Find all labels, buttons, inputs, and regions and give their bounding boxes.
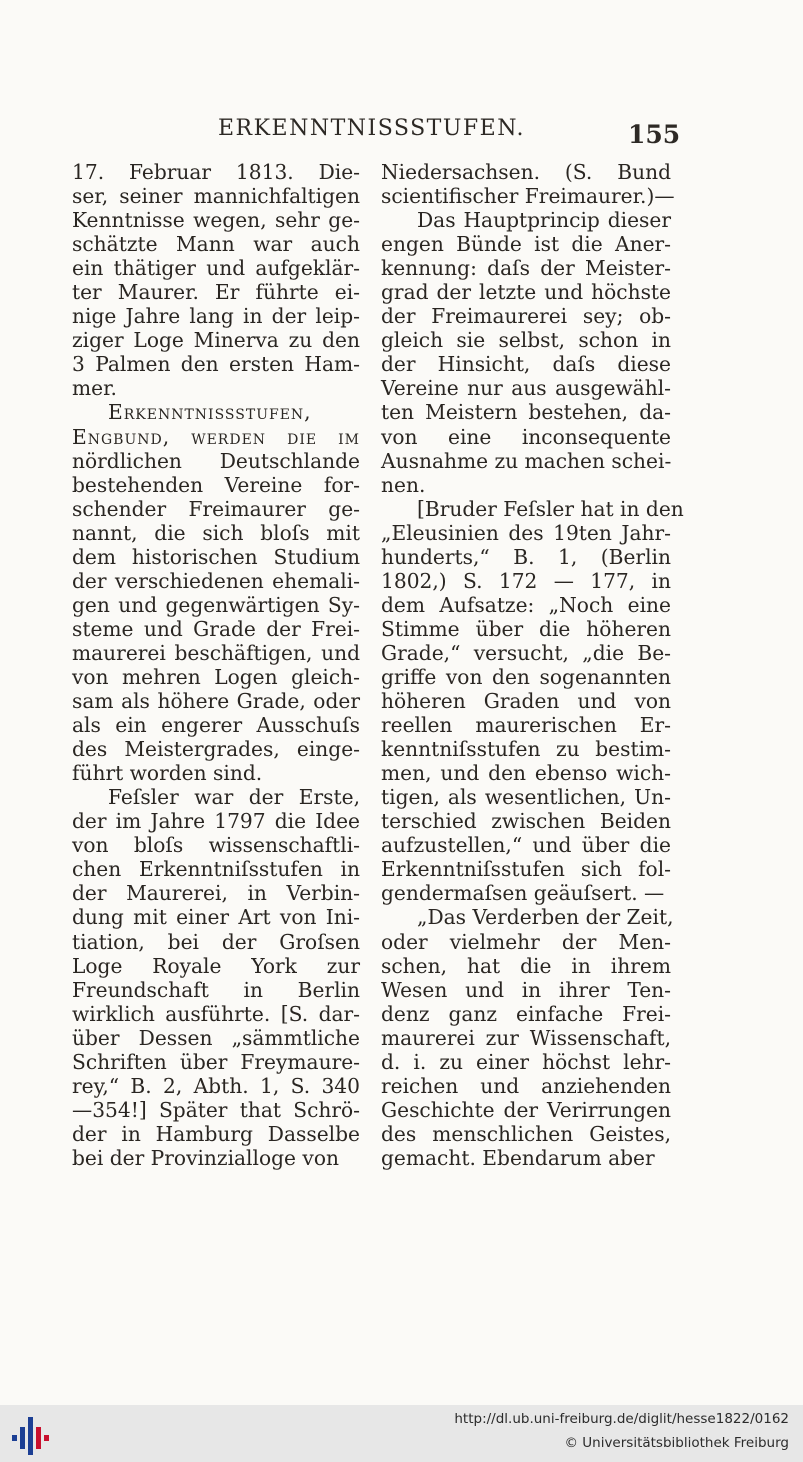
text-line: „Das Verderben der Zeit,: [417, 905, 674, 930]
text-line: mer.: [72, 376, 117, 401]
text-line: bestehenden Vereine for-: [72, 472, 360, 497]
text-line: gendermaſsen geäuſsert. —: [381, 881, 665, 906]
text-line: der im Jahre 1797 die Idee: [72, 809, 360, 834]
text-line: als ein engerer Ausschuſs: [72, 713, 360, 738]
text-line: maurerei beschäftigen, und: [72, 640, 360, 665]
text-line: Loge Royale York zur: [72, 953, 360, 978]
text-line: der in Hamburg Dasselbe: [72, 1121, 360, 1146]
text-line: Erkenntniſsstufen sich fol-: [381, 857, 671, 882]
text-line: terschied zwischen Beiden: [381, 809, 671, 834]
text-line: tigen, als wesentlichen, Un-: [381, 785, 671, 810]
left-text-column: [72, 160, 360, 1170]
text-line: maurerei zur Wissenschaft,: [381, 1025, 671, 1050]
text-line: kennung: daſs der Meister-: [381, 256, 671, 281]
text-line: engen Bünde ist die Aner-: [381, 232, 671, 257]
text-line: über Dessen „sämmtliche: [72, 1025, 360, 1050]
text-line: ein thätiger und aufgeklär-: [72, 256, 360, 281]
text-line: steme und Grade der Frei-: [72, 616, 360, 641]
text-line: ziger Loge Minerva zu den: [72, 328, 360, 353]
text-line: kenntniſsstufen zu bestim-: [381, 737, 671, 762]
page-number: 155: [628, 120, 681, 149]
text-line: Kenntnisse wegen, sehr ge-: [72, 208, 360, 233]
text-line: höheren Graden und von: [381, 689, 671, 714]
text-line: des menschlichen Geistes,: [381, 1121, 671, 1146]
text-line: reichen und anziehenden: [381, 1073, 671, 1098]
ub-freiburg-logo-icon[interactable]: [12, 1413, 52, 1455]
right-text-column: [381, 160, 684, 1170]
text-line: der Freimaurerei sey; ob-: [381, 304, 671, 329]
text-line: Ausnahme zu machen schei-: [381, 448, 672, 473]
text-line: Grade,“ versucht, „die Be-: [381, 640, 671, 665]
text-line: Niedersachsen. (S. Bund: [381, 160, 671, 184]
text-line: schätzte Mann war auch: [72, 232, 360, 257]
text-line: von bloſs wissenschaftli-: [72, 833, 360, 858]
text-line: gen und gegenwärtigen Sy-: [72, 592, 360, 617]
text-line: —354!] Später that Schrö-: [72, 1097, 360, 1122]
text-line: [Bruder Feſsler hat in den: [417, 496, 684, 521]
text-line: dung mit einer Art von Ini-: [72, 905, 360, 930]
text-line: von eine inconsequente: [381, 424, 671, 449]
text-line: 17. Februar 1813. Die-: [72, 160, 360, 184]
text-line: Vereine nur aus ausgewähl-: [381, 376, 671, 401]
text-line: bei der Provinzialloge von: [72, 1145, 339, 1170]
text-line: gemacht. Ebendarum aber: [381, 1145, 655, 1170]
text-line: gleich sie selbst, schon in: [381, 328, 671, 353]
text-line: oder vielmehr der Men-: [381, 929, 671, 954]
permalink-url[interactable]: http://dl.ub.uni-freiburg.de/diglit/hesse1822/0162: [454, 1411, 789, 1427]
text-line: sam als höhere Grade, oder: [72, 689, 360, 714]
text-line: der Maurerei, in Verbin-: [72, 881, 360, 906]
text-line: men, und den ebenso wich-: [381, 761, 671, 786]
text-line: 3 Palmen den ersten Ham-: [72, 352, 360, 377]
text-line: tiation, bei der Groſsen: [72, 929, 360, 954]
text-line: führt worden sind.: [72, 761, 263, 786]
text-line: schen, hat die in ihrem: [381, 953, 671, 978]
text-line: hunderts,“ B. 1, (Berlin: [381, 544, 671, 569]
text-line: Stimme über die höheren: [381, 616, 671, 641]
text-line: schender Freimaurer ge-: [72, 496, 360, 521]
text-line: nördlichen Deutschlande: [72, 448, 360, 473]
text-line: ter Maurer. Er führte ei-: [72, 280, 360, 305]
running-head-title: ERKENNTNISSSTUFEN.: [218, 116, 526, 141]
text-line: griffe von den sogenannten: [381, 664, 671, 689]
text-line: 1802,) S. 172 — 177, in: [381, 568, 671, 593]
running-head: [0, 116, 803, 149]
text-line: Feſsler war der Erste,: [108, 785, 360, 810]
text-line: rey,“ B. 2, Abth. 1, S. 340: [72, 1073, 360, 1098]
text-line: „Eleusinien des 19ten Jahr-: [381, 520, 671, 545]
text-line: Engbund, werden die im: [72, 424, 360, 449]
text-line: nen.: [381, 472, 426, 497]
text-line: Wesen und in ihrer Ten-: [381, 977, 671, 1002]
text-line: Erkenntnissstufen,: [108, 400, 312, 425]
text-line: ten Meistern bestehen, da-: [381, 400, 671, 425]
text-line: reellen maurerischen Er-: [381, 713, 671, 738]
text-line: von mehren Logen gleich-: [72, 664, 360, 689]
text-line: des Meistergrades, einge-: [72, 737, 360, 762]
text-line: der Hinsicht, daſs diese: [381, 352, 671, 377]
text-line: scientifischer Freimaurer.)—: [381, 184, 675, 209]
text-line: Geschichte der Verirrungen: [381, 1097, 671, 1122]
copyright-notice: © Universitätsbibliothek Freiburg: [564, 1435, 789, 1451]
text-line: Schriften über Freymaure-: [72, 1049, 360, 1074]
text-line: chen Erkenntniſsstufen in: [72, 857, 360, 882]
text-line: aufzustellen,“ und über die: [381, 833, 671, 858]
text-line: der verschiedenen ehemali-: [72, 568, 360, 593]
text-line: nige Jahre lang in der leip-: [72, 304, 360, 329]
text-line: Das Hauptprincip dieser: [417, 208, 671, 233]
text-line: d. i. zu einer höchst lehr-: [381, 1049, 671, 1074]
text-line: dem Aufsatze: „Noch eine: [381, 592, 671, 617]
text-line: wirklich ausführte. [S. dar-: [72, 1001, 360, 1026]
text-line: dem historischen Studium: [72, 544, 360, 569]
viewer-footer: [0, 1405, 803, 1462]
text-line: ser, seiner mannichfaltigen: [72, 184, 360, 209]
text-line: Freundschaft in Berlin: [72, 977, 360, 1002]
text-line: denz ganz einfache Frei-: [381, 1001, 671, 1026]
text-line: nannt, die sich bloſs mit: [72, 520, 360, 545]
text-line: grad der letzte und höchste: [381, 280, 671, 305]
